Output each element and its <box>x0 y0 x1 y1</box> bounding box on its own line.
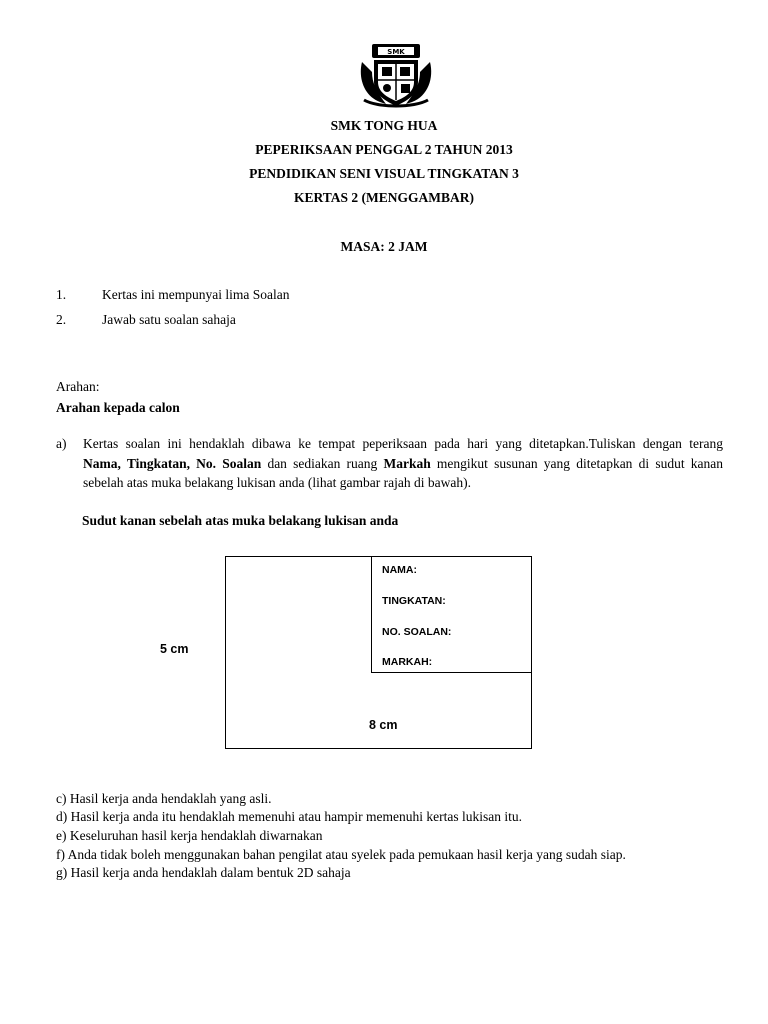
instructions-subheading: Arahan kepada calon <box>56 400 180 415</box>
crest-banner-text: SMK <box>387 48 405 56</box>
label-no-soalan: NO. SOALAN: <box>382 626 452 638</box>
instruction-item: e) Keseluruhan hasil kerja hendaklah diwarnakan <box>56 828 323 843</box>
item-a-line2: Nama, Tingkatan, No. Soalan dan sediakan ruang Markah mengikut susunan yang ditetapkan di sudut kanan <box>83 456 723 471</box>
label-markah: MARKAH: <box>382 656 433 668</box>
instructions-heading: Arahan: <box>56 379 100 394</box>
item-a-line3: sebelah atas muka belakang lukisan anda (lihat gambar rajah di bawah). <box>83 475 471 490</box>
note-number: 2. <box>56 312 67 327</box>
school-crest-icon <box>358 42 434 108</box>
item-a-line1: Kertas soalan ini hendaklah dibawa ke tempat peperiksaan pada hari yang ditetapkan.Tuliskan dengan terang <box>83 436 723 451</box>
note-number: 1. <box>56 287 67 302</box>
item-marker: a) <box>56 436 67 451</box>
exam-duration: MASA: 2 JAM <box>340 239 428 254</box>
width-dimension: 8 cm <box>369 718 398 732</box>
instruction-item: g) Hasil kerja anda hendaklah dalam bentuk 2D sahaja <box>56 865 351 880</box>
note-text: Jawab satu soalan sahaja <box>102 312 236 327</box>
bold-markah: Markah <box>383 456 431 471</box>
label-nama: NAMA: <box>382 564 417 576</box>
exam-title: PEPERIKSAAN PENGGAL 2 TAHUN 2013 <box>255 142 513 157</box>
instruction-item: f) Anda tidak boleh menggunakan bahan pengilat atau syelek pada pemukaan hasil kerja yang sudah siap. <box>56 847 626 862</box>
subject-title: PENDIDIKAN SENI VISUAL TINGKATAN 3 <box>249 166 519 181</box>
paper-title: KERTAS 2 (MENGGAMBAR) <box>293 190 475 205</box>
diagram-title: Sudut kanan sebelah atas muka belakang lukisan anda <box>82 513 399 528</box>
instruction-item: d) Hasil kerja anda itu hendaklah memenuhi atau hampir memenuhi kertas lukisan itu. <box>56 809 522 824</box>
instruction-item: c) Hasil kerja anda hendaklah yang asli. <box>56 791 272 806</box>
note-text: Kertas ini mempunyai lima Soalan <box>102 287 290 302</box>
height-dimension: 5 cm <box>160 642 189 656</box>
label-tingkatan: TINGKATAN: <box>382 595 446 607</box>
bold-fields: Nama, Tingkatan, No. Soalan <box>83 456 262 471</box>
school-name: SMK TONG HUA <box>330 118 438 133</box>
